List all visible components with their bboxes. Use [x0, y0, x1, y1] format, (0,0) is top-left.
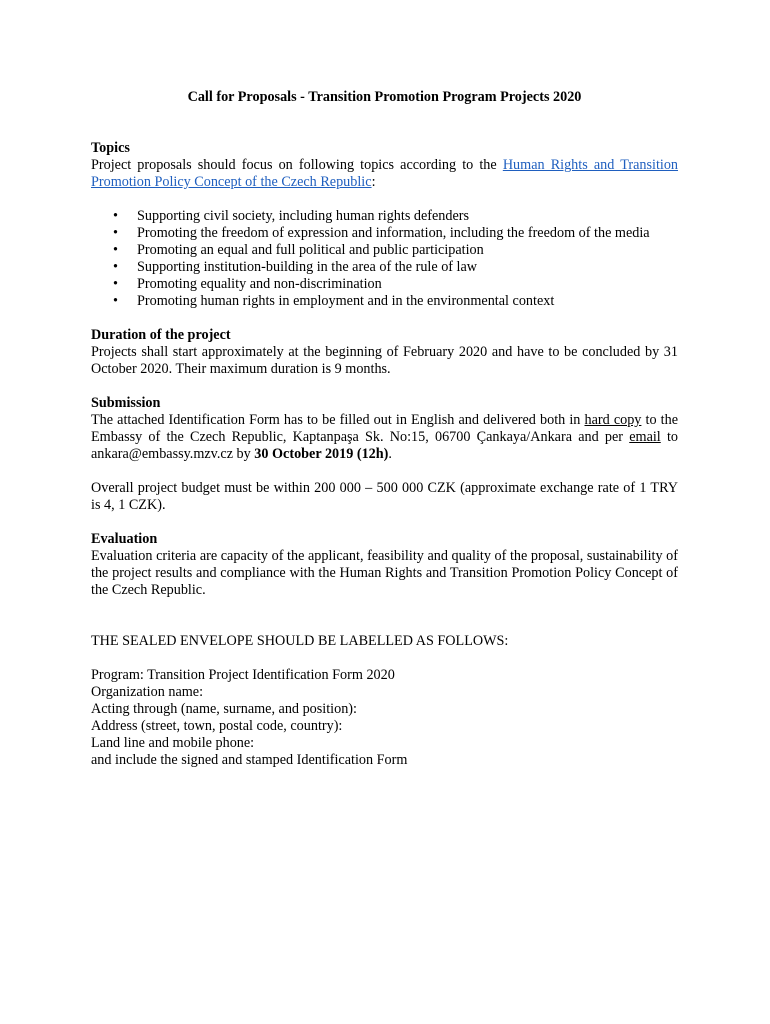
bullet-icon: •: [113, 259, 118, 275]
spacer: [91, 463, 678, 480]
topics-intro-text: Project proposals should focus on following topics according to the: [91, 157, 497, 173]
topic-item-text: Promoting an equal and full political and public participation: [137, 242, 484, 258]
envelope-line: Land line and mobile phone:: [91, 735, 255, 751]
email-text: email: [629, 429, 661, 445]
submission-heading: Submission: [91, 395, 161, 411]
topic-item: [91, 259, 678, 276]
submission-text-part: The attached Identification Form has to be filled out in English and delivered both in: [91, 412, 581, 428]
envelope-line: Organization name:: [91, 684, 204, 700]
submission-text-part: to ankara@embassy.mzv.cz by: [91, 429, 679, 462]
spacer: [91, 599, 678, 633]
bullet-icon: •: [113, 208, 118, 224]
topics-list: [91, 208, 678, 310]
bullet-icon: •: [113, 242, 118, 258]
topic-item: [91, 225, 678, 242]
topics-intro: [91, 157, 678, 191]
topic-item: [91, 208, 678, 225]
duration-text: Projects shall start approximately at the beginning of February 2020 and have to be concluded by 31 October 2020. Their maximum duration is 9 months.: [91, 344, 678, 377]
topic-item: [91, 276, 678, 293]
bullet-icon: •: [113, 276, 118, 292]
topic-item-text: Promoting equality and non-discrimination: [137, 276, 382, 292]
envelope-line: Program: Transition Project Identification Form 2020: [91, 667, 395, 683]
envelope-line: Address (street, town, postal code, country):: [91, 718, 343, 734]
envelope-heading: THE SEALED ENVELOPE SHOULD BE LABELLED AS FOLLOWS:: [91, 633, 509, 649]
topics-intro-colon: :: [371, 174, 376, 190]
topic-item-text: Promoting the freedom of expression and information, including the freedom of the media: [137, 225, 650, 241]
submission-text: [91, 412, 678, 463]
submission-deadline: 30 October 2019 (12h): [254, 446, 389, 462]
policy-concept-link[interactable]: Human Rights and Transition Promotion Policy Concept of the Czech Republic: [91, 157, 679, 190]
document-title: Call for Proposals - Transition Promotion Program Projects 2020: [187, 89, 582, 105]
evaluation-text: Evaluation criteria are capacity of the applicant, feasibility and quality of the proposal, sustainability of the project results and compliance with the Human Rights and Transition Promotion Policy Concept of the Czech Republic.: [91, 548, 678, 598]
spacer: [91, 514, 678, 531]
topics-heading: Topics: [91, 140, 130, 156]
bullet-icon: •: [113, 293, 118, 309]
topic-item-text: Promoting human rights in employment and in the environmental context: [137, 293, 555, 309]
topic-item-text: Supporting institution-building in the area of the rule of law: [137, 259, 478, 275]
submission-text-part: .: [388, 446, 392, 462]
envelope-line: Acting through (name, surname, and position):: [91, 701, 357, 717]
spacer: [91, 378, 678, 395]
topic-item: [91, 242, 678, 259]
envelope-line: and include the signed and stamped Identification Form: [91, 752, 408, 768]
submission-text-part: to the Embassy of the Czech Republic, Kaptanpaşa Sk. No:15, 06700 Çankaya/Ankara and per: [91, 412, 679, 445]
bullet-icon: •: [113, 225, 118, 241]
hard-copy-text: hard copy: [584, 412, 642, 428]
spacer: [91, 650, 678, 667]
document-content: [91, 89, 678, 769]
evaluation-heading: Evaluation: [91, 531, 158, 547]
duration-heading: Duration of the project: [91, 327, 231, 343]
budget-text: Overall project budget must be within 200 000 – 500 000 CZK (approximate exchange rate of 1 TRY is 4, 1 CZK).: [91, 480, 678, 513]
topic-item: [91, 293, 678, 310]
topic-item-text: Supporting civil society, including human rights defenders: [137, 208, 470, 224]
